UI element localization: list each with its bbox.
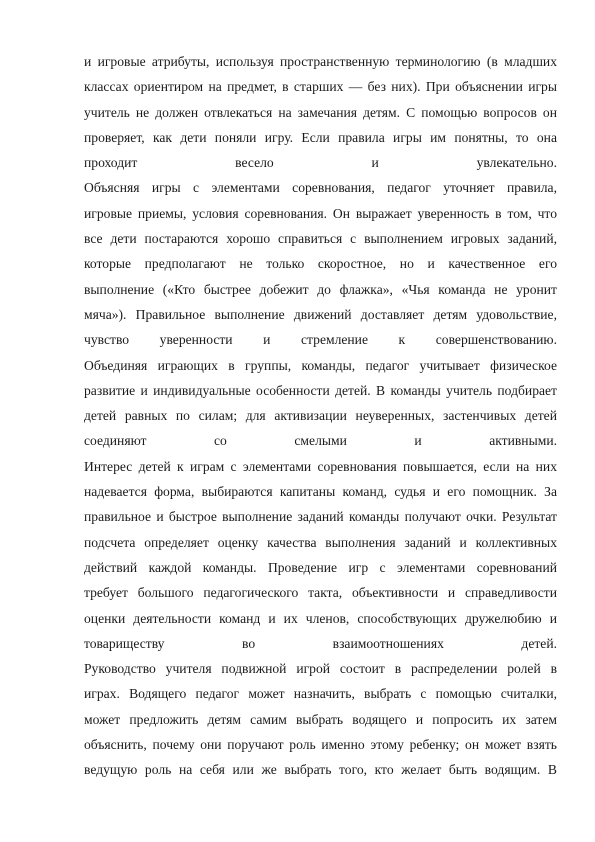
text-line: товариществу во взаимоотношениях детей. xyxy=(84,635,557,651)
text-line: объяснить, почему они поручают роль именно этому ребенку; он может взять xyxy=(84,737,557,753)
text-line: все дети постараются хорошо справиться с выполнением игровых заданий, xyxy=(84,231,557,247)
text-line: которые предполагают не только скоростное, но и качественное его xyxy=(84,256,557,272)
text-line: игровые приемы, условия соревнования. Он выражает уверенность в том, что xyxy=(84,205,557,221)
text-line: Объясняя игры с элементами соревнования, педагог уточняет правила, xyxy=(84,180,557,196)
text-line: действий каждой команды. Проведение игр с элементами соревнований xyxy=(84,559,557,575)
text-line: Руководство учителя подвижной игрой состоит в распределении ролей в xyxy=(84,661,557,677)
text-line: проходит весело и увлекательно. xyxy=(84,155,557,171)
text-line: ведущую роль на себя или же выбрать того, кто желает быть водящим. В xyxy=(84,762,557,778)
text-line: детей равных по силам; для активизации неуверенных, застенчивых детей xyxy=(84,408,557,424)
text-line: соединяют со смелыми и активными. xyxy=(84,433,557,449)
text-line: надевается форма, выбираются капитаны команд, судья и его помощник. За xyxy=(84,484,557,500)
text-line: чувство уверенности и стремление к совершенствованию. xyxy=(84,332,557,348)
text-line: выполнение («Кто быстрее добежит до флажка», «Чья команда не уронит xyxy=(84,281,557,297)
text-line: оценки деятельности команд и их членов, способствующих дружелюбию и xyxy=(84,610,557,626)
text-line: играх. Водящего педагог может назначить, выбрать с помощью считалки, xyxy=(84,686,557,702)
text-line: может предложить детям самим выбрать водящего и попросить их затем xyxy=(84,711,557,727)
text-line: Интерес детей к играм с элементами соревнования повышается, если на них xyxy=(84,458,557,474)
text-line: проверяет, как дети поняли игру. Если правила игры им понятны, то она xyxy=(84,129,557,145)
document-page xyxy=(84,49,557,783)
text-line: правильное и быстрое выполнение заданий команды получают очки. Результат xyxy=(84,509,557,525)
text-line: учитель не должен отвлекаться на замечания детям. С помощью вопросов он xyxy=(84,104,557,120)
text-line: классах ориентиром на предмет, в старших — без них). При объяснении игры xyxy=(84,79,557,95)
text-line: Объединяя играющих в группы, команды, педагог учитывает физическое xyxy=(84,357,557,373)
text-line: подсчета определяет оценку качества выполнения заданий и коллективных xyxy=(84,534,557,550)
text-line: развитие и индивидуальные особенности детей. В команды учитель подбирает xyxy=(84,382,557,398)
text-line: мяча»). Правильное выполнение движений доставляет детям удовольствие, xyxy=(84,306,557,322)
text-line: и игровые атрибуты, используя пространственную терминологию (в младших xyxy=(84,54,557,69)
text-line: требует большого педагогического такта, объективности и справедливости xyxy=(84,585,557,601)
